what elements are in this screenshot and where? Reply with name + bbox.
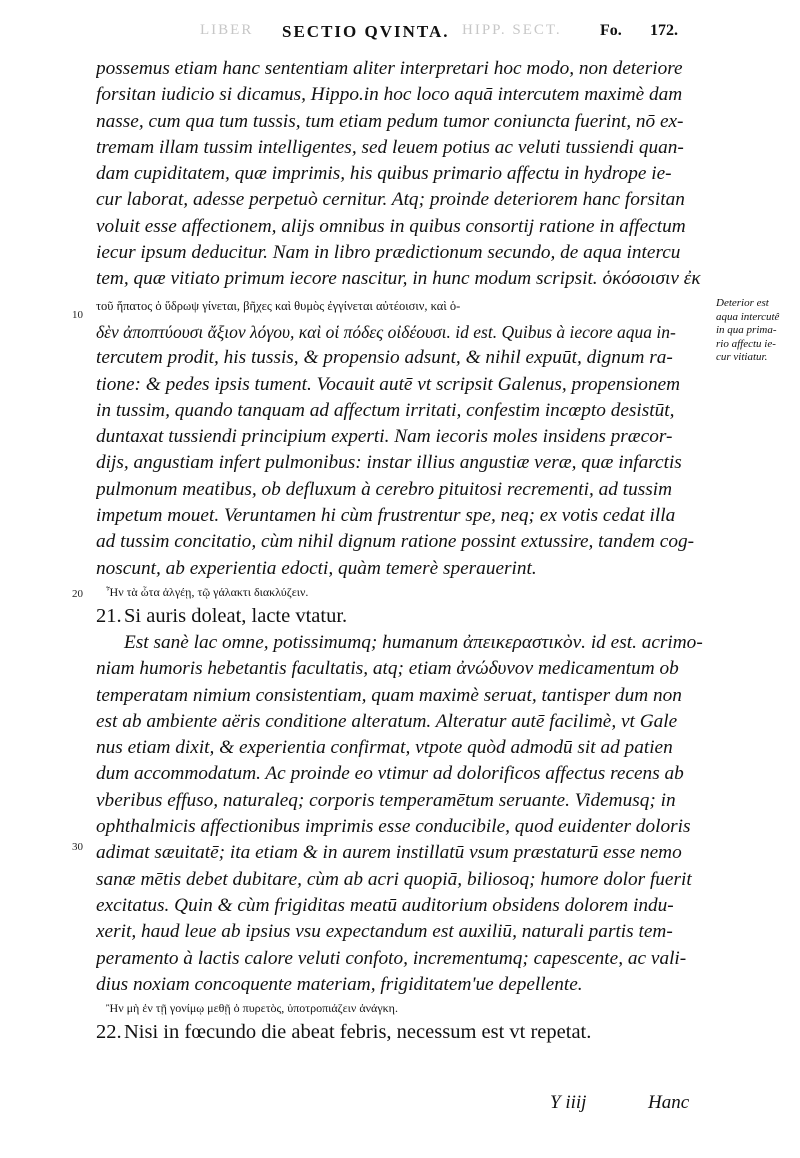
show-through-header-left: LIBER <box>200 22 254 38</box>
marginal-note-line: cur vitiatur. <box>716 351 768 363</box>
text-line: in tussim, quando tanquam ad affectum irritati, confestim incœpto desistūt, <box>96 399 675 421</box>
aphorism-21 <box>96 602 710 630</box>
folio-label: Fo. <box>600 22 622 39</box>
text-line: xerit, haud leue ab ipsius vsu expectandum est auxiliū, naturali partis tem- <box>96 921 673 943</box>
aphorism-22 <box>96 1018 710 1046</box>
text-line: δὲν ἀποπτύουσι ἄξιον λόγου, καὶ οἱ πόδες οἰδέουσι. id est. Quibus à iecore aqua in- <box>96 321 676 342</box>
text-line: vberibus effuso, naturaleq; corporis temperamētum seruante. Videmusq; in <box>96 789 676 811</box>
signature-mark: Y iiij <box>550 1092 587 1113</box>
aphorism-number-21: 21. <box>96 604 122 627</box>
text-line: Est sanè lac omne, potissimumq; humanum ἀπεικεραστικὸν. id est. acrimo- <box>124 631 703 653</box>
text-line: dius noxiam concoquente materiam, frigiditatem'ue depellente. <box>96 973 583 995</box>
show-through-header-right: HIPP. SECT. <box>462 22 562 38</box>
text-line: noscunt, ab experientia edocti, quàm temerè sperauerint. <box>96 557 537 579</box>
text-line: peramento à lactis calore veluti confoto, incrementumq; capescente, ac vali- <box>96 947 687 969</box>
greek-aphorism-21: Ἦν τὰ ὦτα ἀλγέῃ, τῷ γάλακτι διακλύζειν. <box>106 584 309 599</box>
text-line: tione: & pedes ipsis tument. Vocauit autē vt scripsit Galenus, propensionem <box>96 373 681 395</box>
text-line: dam cupiditatem, quæ imprimis, his quibus primario affectu in hydrope ie- <box>96 163 672 185</box>
text-line: est ab ambiente aëris conditione alteratum. Alteratur autē facilimè, vt Gale <box>96 710 678 732</box>
text-line: excitatus. Quin & cùm frigiditas meatū auditorium obsidens dolorem indu- <box>96 894 674 916</box>
text-line: possemus etiam hanc sententiam aliter interpretari hoc modo, non deteriore <box>96 58 683 79</box>
text-line: forsitan iudicio si dicamus, Hippo.in hoc loco aquā intercutem maximè dam <box>96 84 683 106</box>
marginal-note <box>716 297 800 365</box>
text-line: tremam illam tussim intelligentes, sed leuem potius ac veluti tussiendi quan- <box>96 136 684 158</box>
text-line: nasse, cum qua tum tussis, tum etiam pedum tumor coniuncta fuerint, nō ex- <box>96 110 684 132</box>
text-line: impetum mouet. Veruntamen hi cùm frustrentur spe, neq; ex votis cedat illa <box>96 505 676 527</box>
greek-aphorism-22: Ἢν μὴ ἐν τῇ γονίμῳ μεθῇ ὁ πυρετὸς, ὑποτροπιάζειν ἀνάγκη. <box>106 1001 398 1016</box>
text-line: ophthalmicis affectionibus imprimis esse conducibile, quod euidenter doloris <box>96 816 691 838</box>
aphorism-22-text: Nisi in fœcundo die abeat febris, necessum est vt repetat. <box>124 1021 592 1044</box>
page-footer <box>520 1092 720 1118</box>
text-line: niam humoris hebetantis facultatis, atq; etiam ἀνώδυνον medicamentum ob <box>96 658 679 680</box>
text-line: ad tussim concitatio, cùm nihil dignum ratione possint extussire, tandem cog- <box>96 531 695 553</box>
marginal-note-line: in qua prima- <box>716 324 777 336</box>
aphorism-21-text: Si auris doleat, lacte vtatur. <box>124 604 348 627</box>
text-line: cur laborat, adesse perpetuò cernitur. Atq; proinde deteriorem hanc forsitan <box>96 189 685 211</box>
text-line: duntaxat tussiendi principium experti. Nam iecoris moles insidens præcor- <box>96 426 673 448</box>
text-line: sanæ mētis debet dubitare, cùm ab acri quopiā, biliosoq; humore dolor fuerit <box>96 868 692 890</box>
aphorism-number-22: 22. <box>96 1021 122 1044</box>
margin-line-number-30: 30 <box>72 841 83 853</box>
section-title: SECTIO QVINTA. <box>282 22 450 41</box>
greek-quotation-line: τοῦ ἥπατος ὁ ὕδρωψ γίνεται, βῆχες καὶ θυμὸς ἐγγίνεται αὐτέοισιν, καὶ ὁ- <box>96 298 461 313</box>
catchword: Hanc <box>648 1092 690 1113</box>
text-line: iecur ipsum deducitur. Nam in libro prædictionum secundo, de aqua intercu <box>96 242 681 264</box>
text-line: dijs, angustiam infert pulmonibus: instar illius angustiæ veræ, quæ infarctis <box>96 452 682 474</box>
text-line: adimat sæuitatē; ita etiam & in aurem instillatū vsum præstaturū esse nemo <box>96 842 682 864</box>
text-line: voluit esse affectionem, alijs omnibus in quibus consortij ratione in affectum <box>96 215 686 237</box>
margin-line-number-20: 20 <box>72 588 83 600</box>
text-line: dum accommodatum. Ac proinde eo vtimur ad dolorificos affectus recens ab <box>96 763 684 785</box>
text-line: pulmonum meatibus, ob defluxum à cerebro pituitosi recrementi, ad tussim <box>96 478 673 500</box>
text-line: tem, quæ vitiato primum iecore nascitur, in hunc modum scripsit. ὁκόσοισιν ἐκ <box>96 268 701 290</box>
margin-line-number-10: 10 <box>72 309 83 321</box>
text-line: temperatam nimium consistentiam, quam maximè seruat, tantisper dum non <box>96 684 682 706</box>
marginal-note-line: rio affectu ie- <box>716 337 776 350</box>
marginal-note-line: Deterior est <box>716 297 769 309</box>
text-line: nus etiam dixit, & experientia confirmat, vtpote quòd admodū sit ad patien <box>96 737 673 759</box>
folio-number: 172. <box>650 22 678 39</box>
commentary-text <box>96 56 710 1046</box>
marginal-note-line: aqua intercutê <box>716 310 780 323</box>
text-line: tercutem prodit, his tussis, & propensio adsunt, & nihil expuūt, dignum ra- <box>96 347 673 369</box>
running-header <box>200 22 700 46</box>
